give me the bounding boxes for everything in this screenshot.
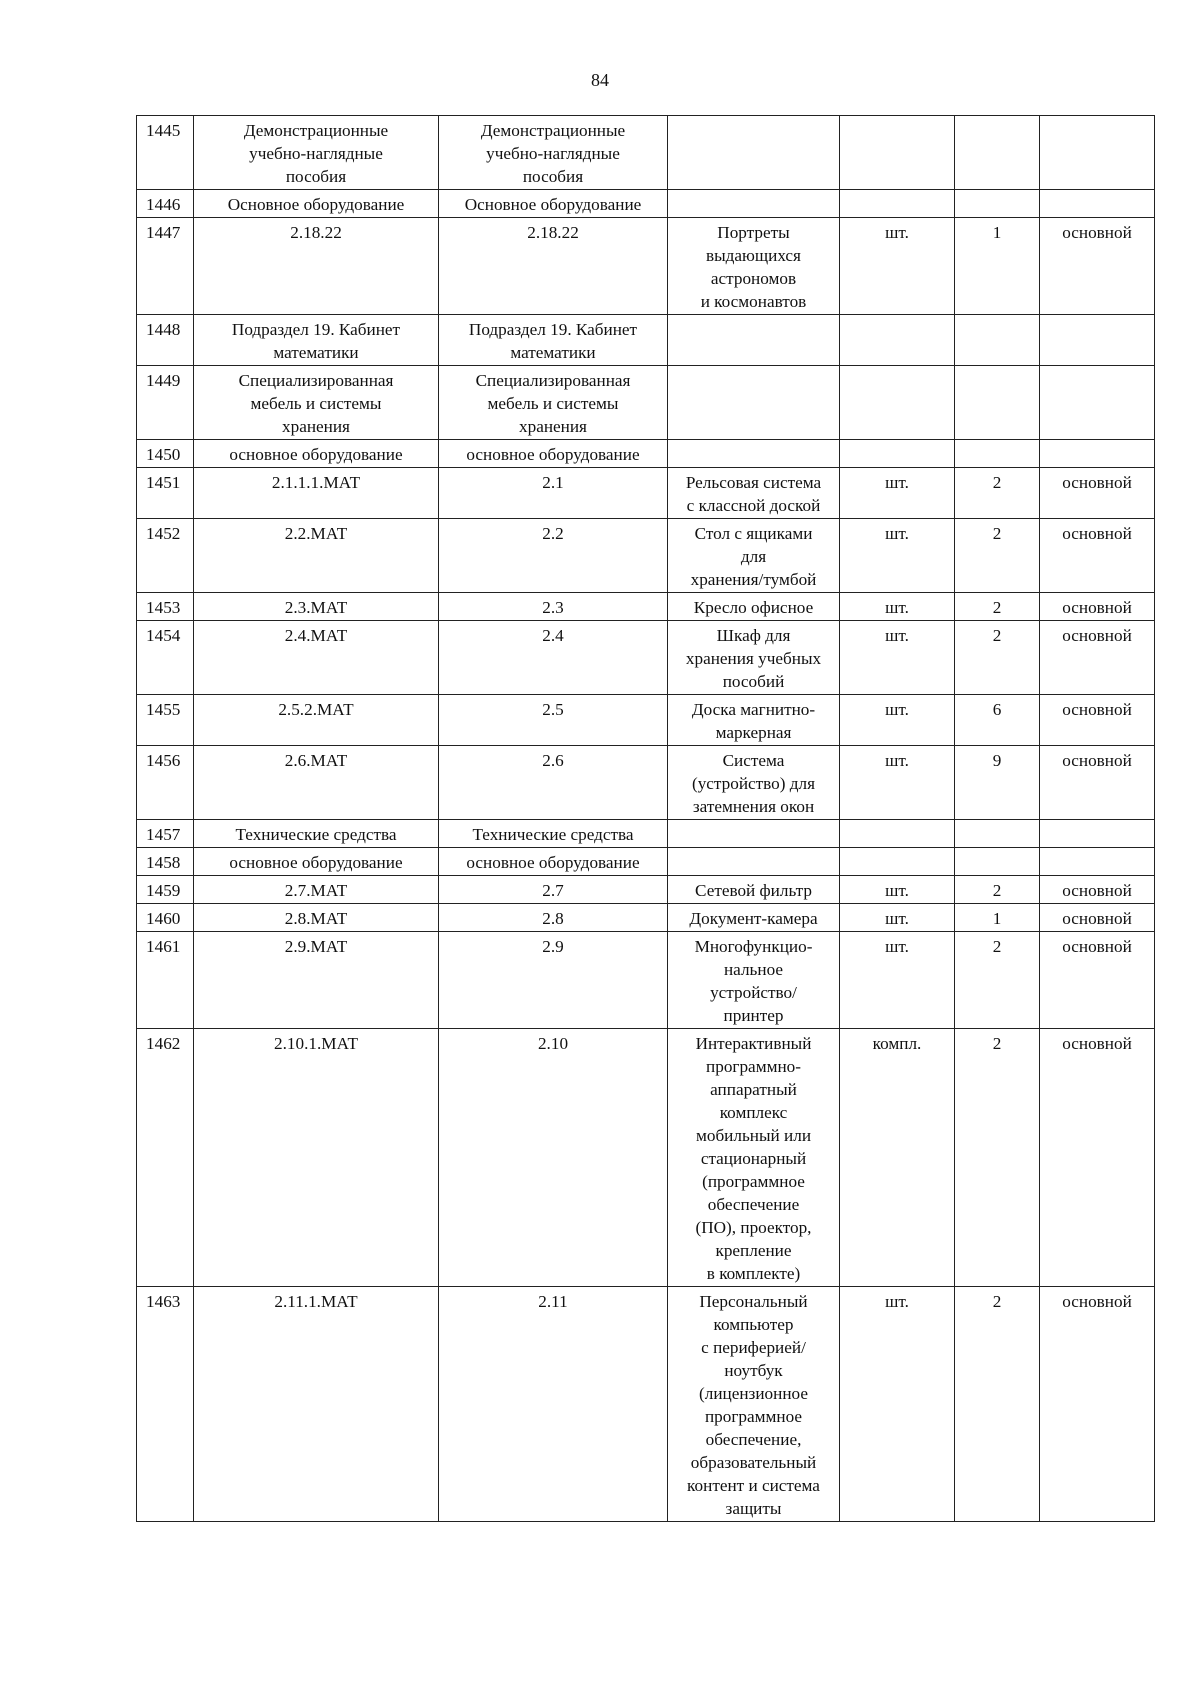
table-row (137, 695, 1155, 746)
table-row (137, 1029, 1155, 1287)
table-row (137, 820, 1155, 848)
unit-cell: шт. (840, 621, 955, 695)
table-row (137, 190, 1155, 218)
section-code-cell: основное оборудование (194, 848, 439, 876)
section-code-cell: 2.3.МАТ (194, 593, 439, 621)
equipment-type-cell: основной (1040, 218, 1155, 315)
item-name-cell: Стол с ящиками для хранения/тумбой (668, 519, 840, 593)
row-number-cell: 1462 (137, 1029, 194, 1287)
table-row (137, 440, 1155, 468)
section-code-cell: Специализированная мебель и системы хранения (194, 366, 439, 440)
table-row (137, 746, 1155, 820)
equipment-type-cell: основной (1040, 1029, 1155, 1287)
quantity-cell (955, 440, 1040, 468)
item-code-cell: Демонстрационные учебно-наглядные пособия (439, 116, 668, 190)
table-row (137, 519, 1155, 593)
item-name-cell (668, 315, 840, 366)
item-name-cell: Сетевой фильтр (668, 876, 840, 904)
item-name-cell (668, 848, 840, 876)
item-code-cell: 2.5 (439, 695, 668, 746)
equipment-type-cell (1040, 366, 1155, 440)
item-name-cell: Портреты выдающихся астрономов и космонавтов (668, 218, 840, 315)
table-row (137, 593, 1155, 621)
item-name-cell: Многофункцио- нальное устройство/ принтер (668, 932, 840, 1029)
equipment-type-cell: основной (1040, 593, 1155, 621)
item-code-cell: Технические средства (439, 820, 668, 848)
quantity-cell (955, 116, 1040, 190)
item-code-cell: 2.18.22 (439, 218, 668, 315)
item-code-cell: 2.2 (439, 519, 668, 593)
table-row (137, 904, 1155, 932)
item-name-cell (668, 116, 840, 190)
quantity-cell: 2 (955, 1287, 1040, 1522)
unit-cell: шт. (840, 932, 955, 1029)
unit-cell: шт. (840, 746, 955, 820)
row-number-cell: 1447 (137, 218, 194, 315)
equipment-type-cell: основной (1040, 468, 1155, 519)
unit-cell (840, 848, 955, 876)
unit-cell (840, 116, 955, 190)
equipment-type-cell (1040, 820, 1155, 848)
unit-cell (840, 440, 955, 468)
row-number-cell: 1446 (137, 190, 194, 218)
item-name-cell: Рельсовая система с классной доской (668, 468, 840, 519)
row-number-cell: 1445 (137, 116, 194, 190)
equipment-type-cell (1040, 848, 1155, 876)
item-code-cell: основное оборудование (439, 440, 668, 468)
quantity-cell: 1 (955, 218, 1040, 315)
quantity-cell: 9 (955, 746, 1040, 820)
item-code-cell: Специализированная мебель и системы хранения (439, 366, 668, 440)
section-code-cell: 2.2.МАТ (194, 519, 439, 593)
equipment-type-cell: основной (1040, 904, 1155, 932)
section-code-cell: 2.9.МАТ (194, 932, 439, 1029)
item-code-cell: 2.7 (439, 876, 668, 904)
unit-cell: шт. (840, 904, 955, 932)
table-row (137, 468, 1155, 519)
row-number-cell: 1451 (137, 468, 194, 519)
quantity-cell: 2 (955, 621, 1040, 695)
equipment-table (136, 115, 1155, 1522)
table-row (137, 315, 1155, 366)
row-number-cell: 1455 (137, 695, 194, 746)
equipment-type-cell: основной (1040, 1287, 1155, 1522)
equipment-type-cell: основной (1040, 876, 1155, 904)
equipment-type-cell: основной (1040, 695, 1155, 746)
unit-cell (840, 190, 955, 218)
unit-cell (840, 315, 955, 366)
quantity-cell (955, 190, 1040, 218)
row-number-cell: 1452 (137, 519, 194, 593)
quantity-cell: 6 (955, 695, 1040, 746)
row-number-cell: 1457 (137, 820, 194, 848)
table-row (137, 218, 1155, 315)
unit-cell: шт. (840, 468, 955, 519)
table-row (137, 876, 1155, 904)
unit-cell: шт. (840, 695, 955, 746)
section-code-cell: 2.5.2.МАТ (194, 695, 439, 746)
equipment-type-cell: основной (1040, 519, 1155, 593)
item-name-cell: Кресло офисное (668, 593, 840, 621)
row-number-cell: 1458 (137, 848, 194, 876)
item-code-cell: 2.8 (439, 904, 668, 932)
item-code-cell: Подраздел 19. Кабинет математики (439, 315, 668, 366)
quantity-cell (955, 848, 1040, 876)
unit-cell: шт. (840, 876, 955, 904)
item-code-cell: 2.4 (439, 621, 668, 695)
section-code-cell: Подраздел 19. Кабинет математики (194, 315, 439, 366)
row-number-cell: 1453 (137, 593, 194, 621)
item-code-cell: 2.3 (439, 593, 668, 621)
unit-cell: компл. (840, 1029, 955, 1287)
table-row (137, 116, 1155, 190)
equipment-type-cell (1040, 190, 1155, 218)
item-code-cell: 2.11 (439, 1287, 668, 1522)
row-number-cell: 1450 (137, 440, 194, 468)
table-row (137, 932, 1155, 1029)
section-code-cell: 2.18.22 (194, 218, 439, 315)
section-code-cell: 2.1.1.1.МАТ (194, 468, 439, 519)
section-code-cell: 2.7.МАТ (194, 876, 439, 904)
item-name-cell: Документ-камера (668, 904, 840, 932)
item-code-cell: 2.9 (439, 932, 668, 1029)
item-code-cell: 2.1 (439, 468, 668, 519)
row-number-cell: 1459 (137, 876, 194, 904)
item-code-cell: Основное оборудование (439, 190, 668, 218)
row-number-cell: 1461 (137, 932, 194, 1029)
quantity-cell: 2 (955, 876, 1040, 904)
item-name-cell: Доска магнитно- маркерная (668, 695, 840, 746)
unit-cell: шт. (840, 218, 955, 315)
unit-cell: шт. (840, 1287, 955, 1522)
section-code-cell: 2.11.1.МАТ (194, 1287, 439, 1522)
item-code-cell: основное оборудование (439, 848, 668, 876)
equipment-type-cell: основной (1040, 932, 1155, 1029)
unit-cell (840, 366, 955, 440)
item-name-cell (668, 366, 840, 440)
quantity-cell: 1 (955, 904, 1040, 932)
equipment-type-cell (1040, 315, 1155, 366)
section-code-cell: 2.10.1.МАТ (194, 1029, 439, 1287)
quantity-cell (955, 366, 1040, 440)
quantity-cell: 2 (955, 593, 1040, 621)
equipment-type-cell: основной (1040, 621, 1155, 695)
row-number-cell: 1463 (137, 1287, 194, 1522)
section-code-cell: 2.8.МАТ (194, 904, 439, 932)
quantity-cell: 2 (955, 519, 1040, 593)
item-code-cell: 2.6 (439, 746, 668, 820)
table-row (137, 848, 1155, 876)
quantity-cell: 2 (955, 468, 1040, 519)
section-code-cell: 2.6.МАТ (194, 746, 439, 820)
row-number-cell: 1460 (137, 904, 194, 932)
section-code-cell: Технические средства (194, 820, 439, 848)
table-row (137, 1287, 1155, 1522)
item-name-cell (668, 190, 840, 218)
row-number-cell: 1449 (137, 366, 194, 440)
equipment-type-cell: основной (1040, 746, 1155, 820)
item-name-cell (668, 820, 840, 848)
section-code-cell: Демонстрационные учебно-наглядные пособия (194, 116, 439, 190)
quantity-cell (955, 820, 1040, 848)
item-name-cell: Шкаф для хранения учебных пособий (668, 621, 840, 695)
quantity-cell: 2 (955, 1029, 1040, 1287)
section-code-cell: 2.4.МАТ (194, 621, 439, 695)
unit-cell: шт. (840, 519, 955, 593)
item-name-cell: Персональный компьютер с периферией/ ноутбук (лицензионное программное обеспечение, образовательный контент и система защиты (668, 1287, 840, 1522)
section-code-cell: основное оборудование (194, 440, 439, 468)
row-number-cell: 1454 (137, 621, 194, 695)
unit-cell: шт. (840, 593, 955, 621)
page-number: 84 (591, 70, 609, 90)
quantity-cell: 2 (955, 932, 1040, 1029)
item-code-cell: 2.10 (439, 1029, 668, 1287)
equipment-type-cell (1040, 440, 1155, 468)
item-name-cell (668, 440, 840, 468)
quantity-cell (955, 315, 1040, 366)
equipment-type-cell (1040, 116, 1155, 190)
item-name-cell: Система (устройство) для затемнения окон (668, 746, 840, 820)
section-code-cell: Основное оборудование (194, 190, 439, 218)
row-number-cell: 1456 (137, 746, 194, 820)
row-number-cell: 1448 (137, 315, 194, 366)
table-row (137, 621, 1155, 695)
table-row (137, 366, 1155, 440)
item-name-cell: Интерактивный программно- аппаратный комплекс мобильный или стационарный (программное обеспечение (ПО), проектор, крепление в комплекте) (668, 1029, 840, 1287)
unit-cell (840, 820, 955, 848)
